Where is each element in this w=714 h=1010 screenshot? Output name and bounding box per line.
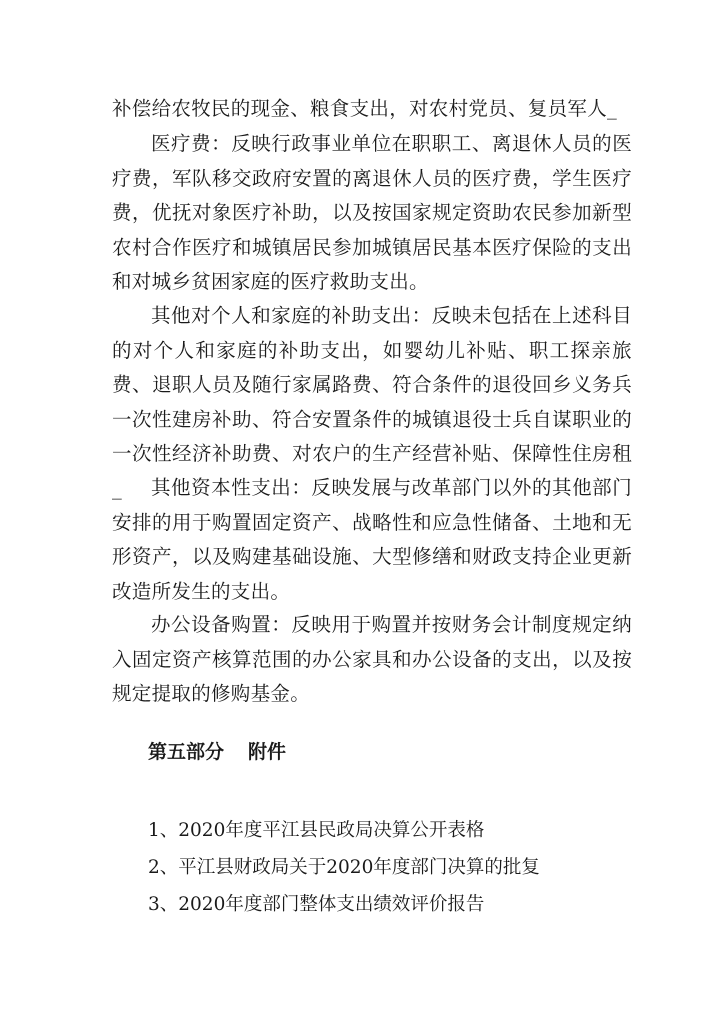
attachment-list — [148, 812, 540, 923]
paragraph-other-capital-expenditure: 其他资本性支出：反映发展与改革部门以外的其他部门安排的用于购置固定资产、战略性和应急性储备、土地和无形资产，以及购建基础设施、大型修缮和财政支持企业更新改造所发生的支出。 — [112, 476, 632, 603]
paragraph-continuation: 补偿给农牧民的现金、粮食支出，对农村党员、复员军人_ — [112, 97, 618, 120]
section-part-label: 第五部分 — [148, 741, 225, 763]
attachment-item-1: 1、2020年度平江县民政局决算公开表格 — [148, 820, 485, 841]
section-title-label: 附件 — [248, 741, 287, 763]
paragraph-other-personal-subsidies: 其他对个人和家庭的补助支出：反映未包括在上述科目的对个人和家庭的补助支出，如婴幼儿补贴、职工探亲旅费、退职人员及随行家属路费、符合条件的退役回乡义务兵一次性建房补助、符合安置条件的城镇退役士兵自谋职业的一次性经济补助费、对农户的生产经营补贴、保障性住房租_ — [112, 304, 632, 500]
paragraph-office-equipment: 办公设备购置：反映用于购置并按财务会计制度规定纳入固定资产核算范围的办公家具和办公设备的支出，以及按规定提取的修购基金。 — [112, 613, 632, 705]
paragraph-medical-expenses: 医疗费：反映行政事业单位在职职工、离退休人员的医疗费，军队移交政府安置的离退休人员的医疗费，学生医疗费，优抚对象医疗补助，以及按国家规定资助农民参加新型农村合作医疗和城镇居民参加城镇居民基本医疗保险的支出和对城乡贫困家庭的医疗救助支出。 — [112, 132, 632, 293]
attachment-item-3: 3、2020年度部门整体支出绩效评价报告 — [148, 894, 485, 915]
section-heading — [148, 737, 286, 767]
attachment-item-2: 2、平江县财政局关于2020年度部门决算的批复 — [148, 857, 540, 878]
